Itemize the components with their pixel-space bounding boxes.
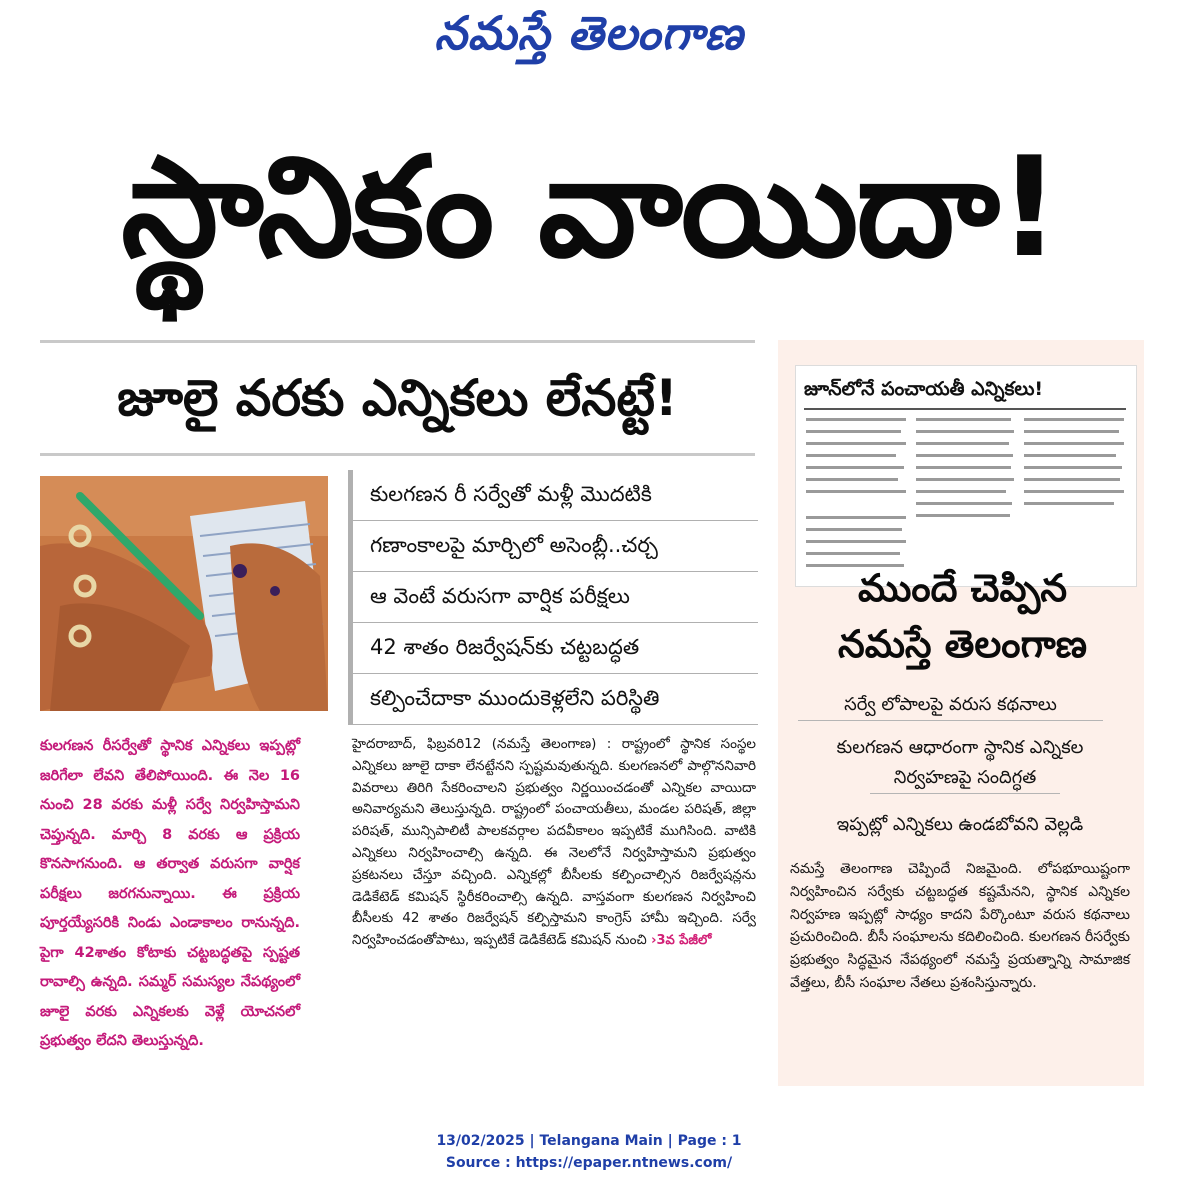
sidebar-subhead: కులగణన ఆధారంగా స్థానిక ఎన్నికల bbox=[836, 737, 1084, 758]
footer-source-link[interactable]: Source : https://epaper.ntnews.com/ bbox=[445, 1155, 733, 1171]
footer-edition-info: 13/02/2025 | Telangana Main | Page : 1 bbox=[436, 1133, 742, 1149]
key-point bbox=[348, 572, 758, 623]
sidebar-headline-line-1: ముందే చెప్పిన bbox=[857, 566, 1067, 610]
key-point bbox=[348, 674, 758, 725]
key-point bbox=[348, 470, 758, 521]
earlier-report-clipping bbox=[795, 365, 1137, 587]
page-footer bbox=[0, 1130, 1178, 1174]
article-body bbox=[352, 734, 756, 952]
sidebar-headline bbox=[785, 560, 1140, 672]
continued-link-text[interactable]: 3వ పేజీలో bbox=[656, 933, 712, 949]
key-point-text: 42 శాతం రిజర్వేషన్‌కు చట్టబద్ధత bbox=[370, 635, 640, 659]
sub-headline: జూలై వరకు ఎన్నికలు లేనట్టే! bbox=[40, 340, 755, 456]
key-point bbox=[348, 623, 758, 674]
key-point-text: కల్పించేదాకా ముందుకెళ్లలేని పరిస్థితి bbox=[370, 686, 660, 710]
main-headline: స్థానికం వాయిదా! bbox=[121, 127, 1059, 288]
key-point bbox=[348, 521, 758, 572]
key-point-text: గణాంకాలపై మార్చిలో అసెంబ్లీ..చర్చ bbox=[370, 533, 658, 557]
photo-caption: కులగణన రీసర్వేతో స్థానిక ఎన్నికలు ఇప్పట్లో జరిగేలా లేవని తేలిపోయింది. ఈ నెల 16 నుంచి 28 వరకు మళ్లీ సర్వే నిర్వహిస్తామని చెప్తున్నది. మార్చి 8 వరకు ఆ ప్రక్రియ కొనసాగనుంది. ఆ తర్వాత వరుసగా వార్షిక పరీక్షలు జరగనున్నాయి. ఈ ప్రక్రియ పూర్తయ్యేసరికి నిండు ఎండాకాలం రానున్నది. పైగా 42శాతం కోటాకు చట్టబద్ధతపై స్పష్టత రావాల్సి ఉన్నది. సమ్మర్ సమస్యల నేపథ్యంలో జూలై వరకు ఎన్నికలకు వెళ్లే యోచనలో ప్రభుత్వం లేదని తెలుస్తున్నది. bbox=[40, 738, 300, 1049]
voting-ink-photo bbox=[40, 476, 328, 711]
masthead-logo: నమస్తే తెలంగాణ bbox=[434, 6, 744, 60]
article-body-text: హైదరాబాద్, ఫిబ్రవరి12 (నమస్తే తెలంగాణ) : రాష్ట్రంలో స్థానిక సంస్థల ఎన్నికలు జూలై దాకా లేనట్టేనని స్పష్టమవుతున్నది. కులగణనలో పాల్గొననివారి వివరాలు తిరిగి సేకరించాలని ప్రభుత్వం నిర్ణయించడంతో ఎన్నికల వాయిదా అనివార్యమని తెలుస్తున్నది. రాష్ట్రంలో పంచాయతీలు, మండల పరిషత్, జిల్లా పరిషత్, మున్సిపాలిటీ పాలకవర్గాల పదవీకాలం ఇప్పటికే ముగిసింది. వాటికి ఎన్నికలు నిర్వహించాల్సి ఉన్నది. ఈ నెలలోనే నిర్వహిస్తామని ప్రభుత్వం ప్రకటనలు చేస్తూ వచ్చింది. ఎన్నికల్లో బీసీలకు కల్పించాల్సిన రిజర్వేషన్లను డెడికేటెడ్ కమిషన్ స్థిరీకరించాల్సి ఉన్నది. వాస్తవంగా కులగణన నిర్వహించి బీసీలకు 42 శాతం రిజర్వేషన్ కల్పిస్తామని కాంగ్రెస్ హామీ ఇచ్చింది. సర్వే నిర్వహించడంతోపాటు, ఇప్పటికే డెడికేటెడ్ కమిషన్ నుంచి bbox=[352, 736, 756, 949]
sidebar-body: నమస్తే తెలంగాణ చెప్పిందే నిజమైంది. లోపభూయిష్టంగా నిర్వహించిన సర్వేకు చట్టబద్ధత కష్టమేనని, స్థానిక ఎన్నికల నిర్వహణ ఇప్పట్లో సాధ్యం కాదని పేర్కొంటూ వరుస కథనాలు ప్రచురించింది. బీసీ సంఘాలను కదిలించింది. కులగణన రీసర్వేకు ప్రభుత్వం సిద్ధమైన నేపథ్యంలో నమస్తే ప్రయత్నాన్ని సామాజిక వేత్తలు, బీసీ సంఘాల నేతలు ప్రశంసిస్తున్నారు. bbox=[790, 861, 1130, 991]
sidebar-subhead: నిర్వహణపై సందిగ్ధత bbox=[870, 763, 1060, 794]
sidebar-subhead: ఇప్పట్లో ఎన్నికలు ఉండబోవని వెల్లడి bbox=[836, 814, 1084, 835]
key-point-text: ఆ వెంటే వరుసగా వార్షిక పరీక్షలు bbox=[370, 584, 630, 608]
continued-link[interactable]: ›3వ పేజీలో bbox=[651, 933, 712, 949]
sidebar-headline-line-2: నమస్తే తెలంగాణ bbox=[838, 622, 1087, 666]
clipping-title: జూన్‌లోనే పంచాయతీ ఎన్నికలు! bbox=[804, 370, 1126, 410]
key-points-list bbox=[348, 470, 758, 725]
key-point-text: కులగణన రీ సర్వేతో మళ్లీ మొదటికి bbox=[370, 482, 652, 506]
sidebar-subhead: సర్వే లోపాలపై వరుస కథనాలు bbox=[798, 690, 1103, 721]
